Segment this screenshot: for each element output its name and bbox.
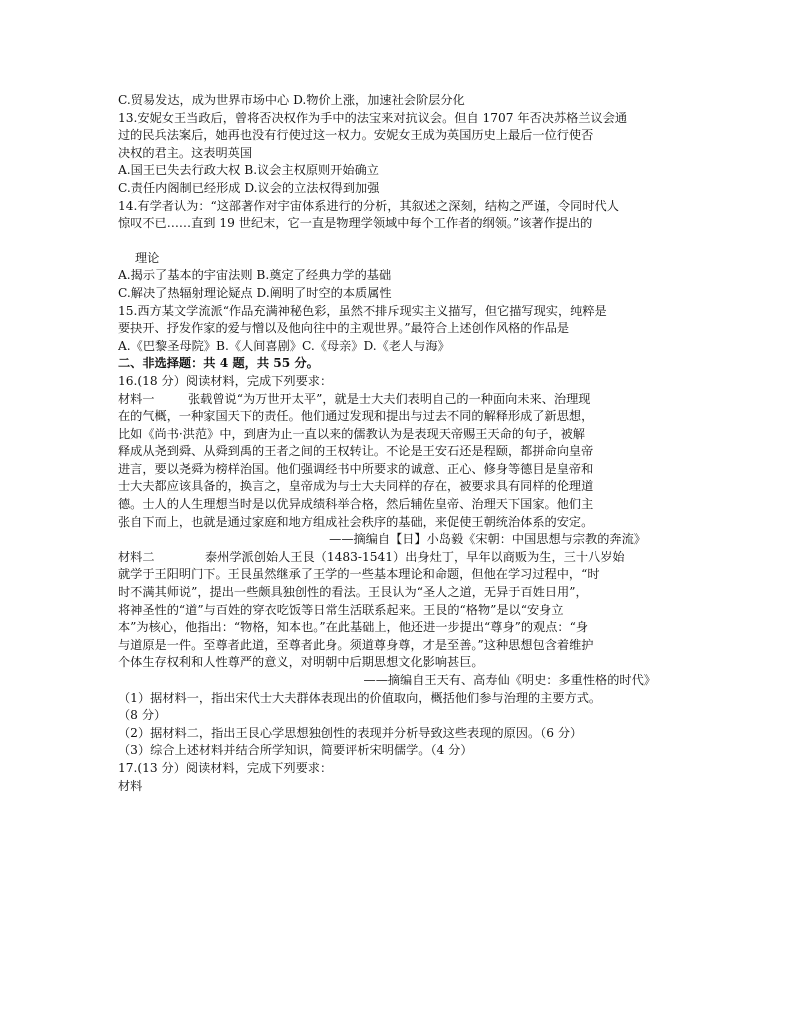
material-two-source: ——摘编自王天有、高寿仙《明史：多重性格的时代》 xyxy=(363,673,656,687)
material-two-text: 就学于王阳明门下。王艮虽然继承了王学的一些基本理论和命题，但他在学习过程中，“时 xyxy=(118,567,600,582)
q13-option-cd: C.责任内阁制已经形成 D.议会的立法权得到加强 xyxy=(118,180,380,195)
material-one-text: 张载曾说“为万世开太平”，就是士大夫们表明自己的一种面向未来、治理现 xyxy=(188,391,591,406)
material-two-text: 本”为核心，他指出：“物格，知本也。”在此基础上，他还进一步提出“尊身”的观点：“身 xyxy=(118,620,589,635)
material-one-label: 材料一 xyxy=(118,391,155,406)
document-body xyxy=(118,92,678,795)
q17-material-label: 材料 xyxy=(118,778,143,793)
material-one-source: ——摘编自【日】小岛毅《宋朝：中国思想与宗教的奔流》 xyxy=(329,532,646,547)
q17-heading: 17.(13 分）阅读材料，完成下列要求： xyxy=(118,760,333,775)
q13-stem: 过的民兵法案后，她再也没有行使过这一权力。安妮女王成为英国历史上最后一位行使否 xyxy=(118,128,594,143)
q13-option-ab: A.国王已失去行政大权 B.议会主权原则开始确立 xyxy=(118,163,379,178)
material-one-line xyxy=(118,391,678,409)
material-two-text: 泰州学派创始人王艮（1483-1541）出身灶丁，早年以商贩为生，三十八岁始 xyxy=(205,549,625,564)
material-two-line xyxy=(118,549,678,567)
q16-sub2: （2）据材料二，指出王艮心学思想独创性的表现并分析导致这些表现的原因。（6 分） xyxy=(118,725,583,740)
material-two-text: 时不满其师说”，提出一些颇具独创性的看法。王艮认为“圣人之道，无异于百姓日用”， xyxy=(118,585,588,600)
q13-stem: 决权的君主。这表明英国 xyxy=(118,145,253,160)
q15-stem: 要抉开、抒发作家的爱与憎以及他向往中的主观世界。”最符合上述创作风格的作品是 xyxy=(118,321,570,336)
material-two-text: 将神圣性的“道”与百姓的穿衣吃饭等日常生活联系起来。王艮的“格物”是以“安身立 xyxy=(118,602,564,617)
blank-gap xyxy=(118,233,678,250)
material-two-label: 材料二 xyxy=(118,549,155,564)
material-one-text: 张自下而上，也就是通过家庭和地方组成社会秩序的基础，来促使王朝统治体系的安定。 xyxy=(118,514,594,529)
material-one-text: 士大夫都应该具备的，换言之，皇帝成为与士大夫同样的存在，被要求具有同样的伦理道 xyxy=(118,479,594,494)
q12-option-cd: C.贸易发达，成为世界市场中心 D.物价上涨，加速社会阶层分化 xyxy=(118,93,465,107)
q14-option-ab: A.揭示了基本的宇宙法则 B.奠定了经典力学的基础 xyxy=(118,268,392,283)
material-two-text: 个体生存权利和人性尊严的意义，对明朝中后期思想文化影响甚巨。 xyxy=(118,655,484,670)
q14-option-cd: C.解决了热辐射理论疑点 D.阐明了时空的本质属性 xyxy=(118,285,392,300)
material-two-text: 与道原是一件。至尊者此道，至尊者此身。须道尊身尊，才是至善。”这种思想包含着维护 xyxy=(118,637,594,652)
q16-heading: 16.(18 分）阅读材料，完成下列要求： xyxy=(118,373,333,388)
q16-sub1: （1）据材料一，指出宋代士大夫群体表现出的价值取向，概括他们参与治理的主要方式。 xyxy=(118,690,602,705)
q14-stem: 惊叹不已……直到 19 世纪末，它一直是物理学领域中每个工作者的纲领。”该著作提出的 xyxy=(118,216,593,231)
q14-stem: 理论 xyxy=(135,250,160,265)
q14-stem: 14.有学者认为：“这部著作对宇宙体系进行的分析，其叙述之深刻，结构之严谨，令同时代人 xyxy=(118,198,619,213)
material-one-text: 在的气概，一种家国天下的责任。他们通过发现和提出与过去不同的解释形成了新思想， xyxy=(118,409,594,424)
material-one-text: 比如《尚书·洪范》中，到唐为止一直以来的儒教认为是表现天帝赐王天命的句子，被解 xyxy=(118,426,585,441)
q15-options: A.《巴黎圣母院》B.《人间喜剧》C.《母亲》D.《老人与海》 xyxy=(118,338,450,353)
section-heading: 二、非选择题：共 4 题，共 55 分。 xyxy=(118,356,319,371)
q16-sub1-score: （8 分） xyxy=(118,708,167,723)
material-one-text: 进言，要以尧舜为榜样治国。他们强调经书中所要求的诚意、正心、修身等德目是皇帝和 xyxy=(118,461,594,476)
q13-stem: 13.安妮女王当政后，曾将否决权作为手中的法宝来对抗议会。但自 1707 年否决苏格兰议会通 xyxy=(118,110,628,125)
q16-sub3: （3）综合上述材料并结合所学知识，简要评析宋明儒学。（4 分） xyxy=(118,743,473,758)
material-one-text: 释成从尧到舜、从舜到禹的王者之间的王权转让。不论是王安石还是程颐，都拼命向皇帝 xyxy=(118,444,594,459)
q15-stem: 15.西方某文学流派“作品充满神秘色彩，虽然不排斥现实主义描写，但它描写现实，纯粹是 xyxy=(118,303,607,318)
material-one-text: 德。士人的人生理想当时是以优异成绩科举合格，然后辅佐皇帝、治理天下国家。他们主 xyxy=(118,497,594,512)
